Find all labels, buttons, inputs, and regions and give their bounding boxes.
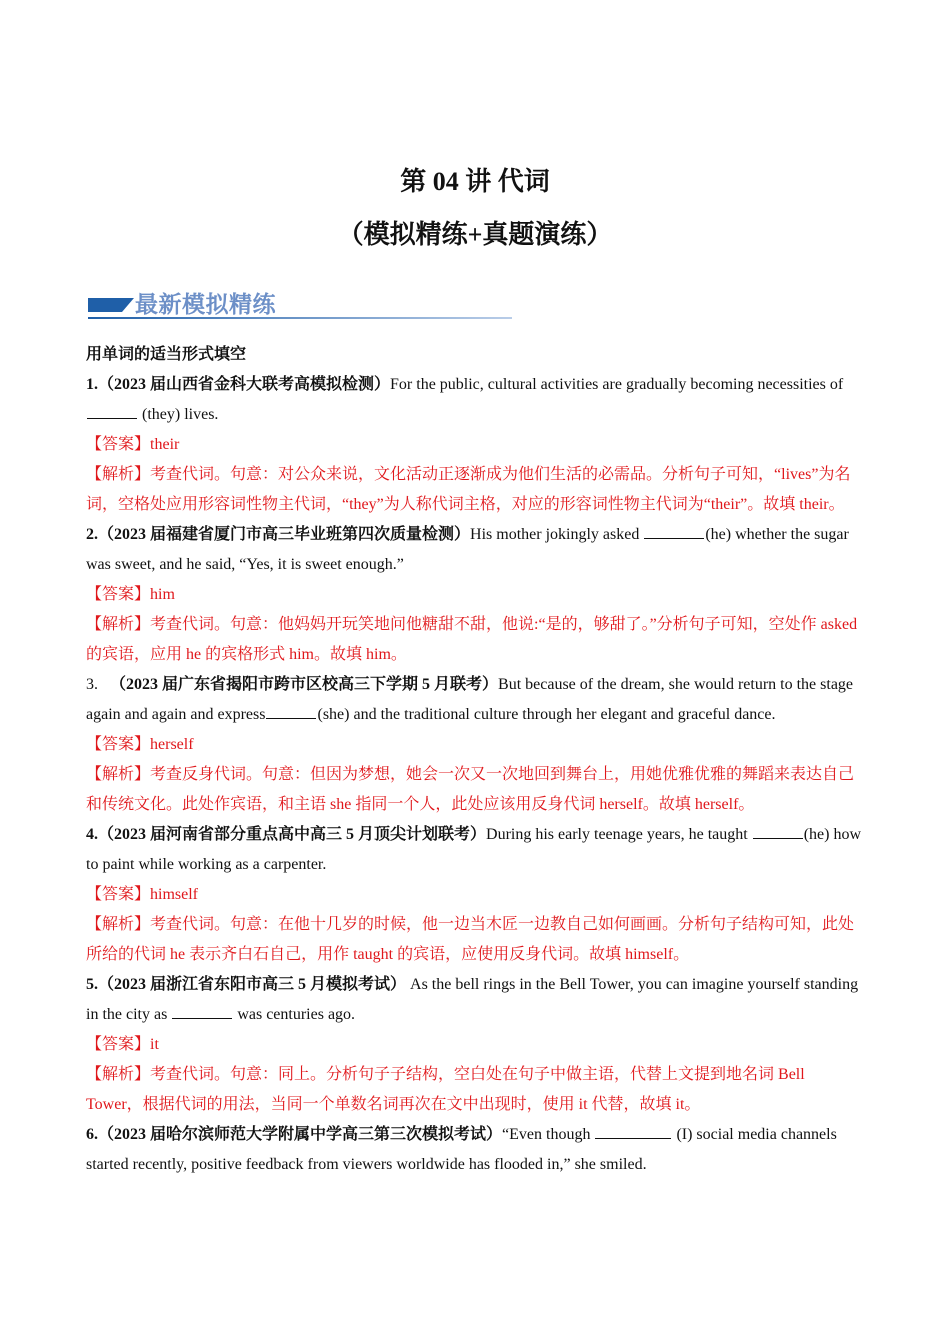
answer-3 (86, 730, 864, 760)
section-header-label: 最新模拟精练 (135, 292, 276, 317)
question-text-before: But because of the dream, she would return to the stage again and again and express (86, 676, 854, 723)
answer-blank (753, 820, 803, 839)
answer-blank (644, 520, 704, 539)
page-title: 第 04 讲 代词 (400, 167, 550, 196)
analysis-text: 考查代词。句意：对公众来说，文化活动正逐渐成为他们生活的必需品。分析句子可知，“lives”为名词，空格处应用形容词性物主代词，“they”为人称代词主格，对应的形容词性物主代词为“their”。故填 their。 (86, 466, 851, 513)
question-text-before: As the bell rings in the Bell Tower, you can imagine yourself standing in the city as (86, 976, 859, 1023)
analysis-text: 考查代词。句意：同上。分析句子子结构，空白处在句子中做主语，代替上文提到地名词 Bell Tower，根据代词的用法，当同一个单数名词再次在文中出现时，使用 it 代替，故填 it。 (86, 1066, 805, 1113)
question-number: 1. (86, 376, 98, 393)
question-text-after: (she) and the traditional culture through her elegant and graceful dance. (317, 706, 776, 723)
answer-value: him (150, 586, 175, 603)
question-source: （2023 届福建省厦门市高三毕业班第四次质量检测） (98, 526, 471, 543)
answer-2 (86, 580, 864, 610)
section-header-triangle-icon (122, 298, 134, 312)
analysis-2 (86, 610, 864, 670)
analysis-text: 考查代词。句意：在他十几岁的时候，他一边当木匠一边教自己如何画画。分析句子结构可知，此处所给的代词 he 表示齐白石自己，用作 taught 的宾语，应使用反身代词。故填 himself。 (86, 916, 855, 963)
question-5 (86, 970, 864, 1030)
question-number: 5. (86, 976, 98, 993)
question-text-after: was centuries ago. (233, 1006, 356, 1023)
question-number: 6. (86, 1126, 98, 1143)
question-source: （2023 届哈尔滨师范大学附属中学高三第三次模拟考试） (98, 1126, 503, 1143)
instruction: 用单词的适当形式填空 (86, 346, 247, 363)
answer-tag: 【答案】 (86, 886, 151, 903)
question-text-before: His mother jokingly asked (470, 526, 644, 543)
analysis-tag: 【解析】 (86, 466, 151, 483)
question-1 (86, 370, 864, 430)
answer-blank (266, 700, 316, 719)
question-number: 2. (86, 526, 98, 543)
question-4 (86, 820, 864, 880)
answer-value: herself (150, 736, 194, 753)
analysis-4 (86, 910, 864, 970)
analysis-tag: 【解析】 (86, 916, 151, 933)
answer-4 (86, 880, 864, 910)
question-source: （2023 届浙江省东阳市高三 5 月模拟考试） (98, 976, 407, 993)
analysis-1 (86, 460, 864, 520)
question-number: 4. (86, 826, 98, 843)
analysis-tag: 【解析】 (86, 616, 151, 633)
answer-tag: 【答案】 (86, 436, 151, 453)
analysis-tag: 【解析】 (86, 766, 151, 783)
analysis-text: 考查代词。句意：他妈妈开玩笑地问他糖甜不甜，他说:“是的，够甜了。”分析句子可知，空处作 asked 的宾语，应用 he 的宾格形式 him。故填 him。 (86, 616, 858, 663)
answer-blank (172, 1000, 232, 1019)
analysis-tag: 【解析】 (86, 1066, 151, 1083)
answer-blank (87, 400, 137, 419)
section-header-rule (88, 317, 512, 319)
question-3 (86, 670, 864, 730)
question-source: （2023 届山西省金科大联考高模拟检测） (98, 376, 391, 393)
analysis-3 (86, 760, 864, 820)
answer-tag: 【答案】 (86, 736, 151, 753)
question-text-before: During his early teenage years, he taught (486, 826, 752, 843)
question-source: （2023 届河南省部分重点高中高三 5 月顶尖计划联考） (98, 826, 487, 843)
question-text-after: (he) whether the sugar was sweet, and he said, “Yes, it is sweet enough.” (86, 526, 849, 573)
question-text-before: For the public, cultural activities are gradually becoming necessities of (390, 376, 844, 393)
section-header-block-icon (88, 298, 122, 312)
question-number: 3. (86, 676, 98, 693)
page-subtitle: （模拟精练+真题演练） (337, 220, 613, 249)
answer-tag: 【答案】 (86, 586, 151, 603)
question-2 (86, 520, 864, 580)
answer-value: it (150, 1036, 159, 1053)
section-header (88, 290, 512, 322)
question-text-after: (they) lives. (138, 406, 219, 423)
answer-tag: 【答案】 (86, 1036, 151, 1053)
exercise-content (86, 340, 864, 1180)
question-source: （2023 届广东省揭阳市跨市区校高三下学期 5 月联考） (110, 676, 499, 693)
question-text-after: (I) social media channels started recently, positive feedback from viewers worldwide has flooded in,” she smiled. (86, 1126, 837, 1173)
answer-value: their (150, 436, 180, 453)
question-6 (86, 1120, 864, 1180)
answer-value: himself (150, 886, 199, 903)
answer-blank (595, 1120, 671, 1139)
answer-1 (86, 430, 864, 460)
analysis-text: 考查反身代词。句意：但因为梦想，她会一次又一次地回到舞台上，用她优雅优雅的舞蹈来表达自己和传统文化。此处作宾语，和主语 she 指同一个人，此处应该用反身代词 herself。故填 herself。 (86, 766, 855, 813)
question-text-after: (he) how to paint while working as a carpenter. (86, 826, 862, 873)
question-text-before: “Even though (502, 1126, 595, 1143)
answer-5 (86, 1030, 864, 1060)
analysis-5 (86, 1060, 864, 1120)
